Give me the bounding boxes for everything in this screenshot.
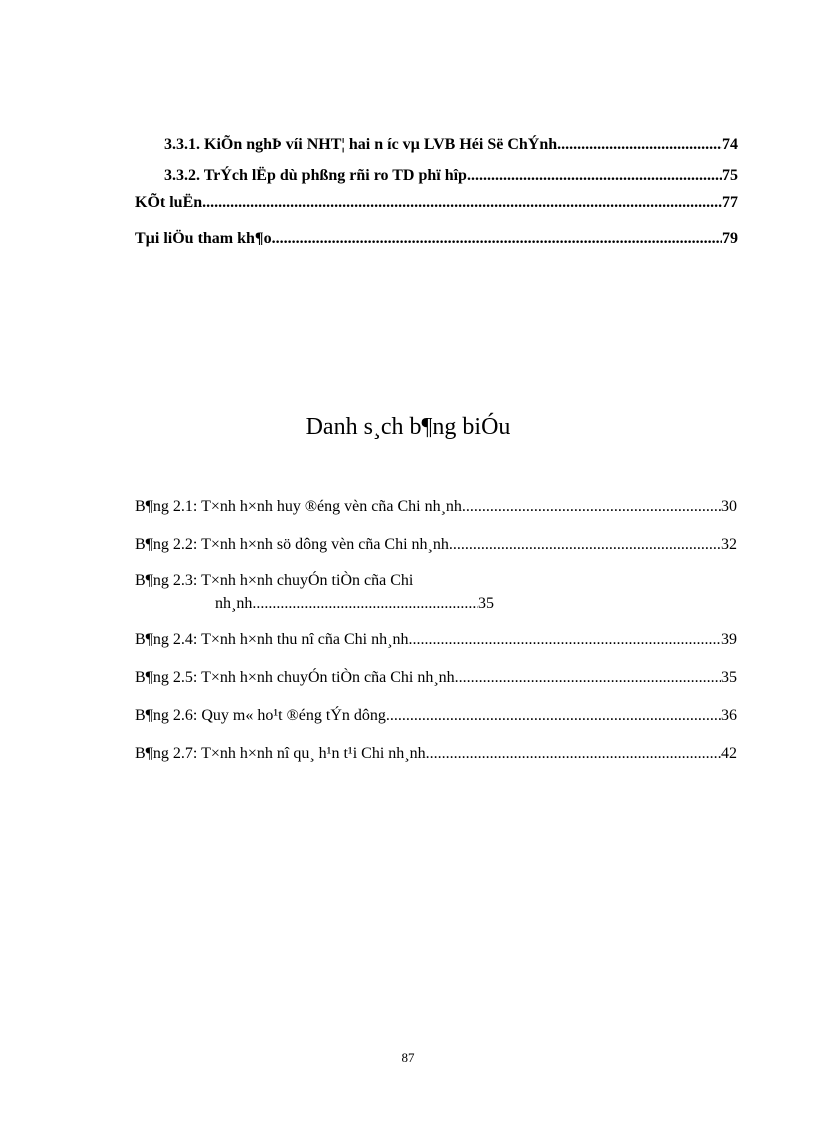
table-entry-label: nh¸nh [215, 595, 253, 612]
table-leader-dots [426, 744, 721, 764]
table-entry-2-1 [135, 497, 737, 517]
table-entry-label: B¶ng 2.2: T×nh h×nh sö dông vèn cña Chi nh¸nh [135, 536, 449, 553]
table-entry-2-2 [135, 535, 737, 555]
table-leader-dots [252, 594, 478, 614]
table-entry-page: 42 [721, 745, 737, 762]
table-entry-label: B¶ng 2.6: Quy m« ho¹t ®éng tÝn dông [135, 707, 386, 724]
table-entry-label: B¶ng 2.4: T×nh h×nh thu nî cña Chi nh¸nh [135, 631, 409, 648]
page-number: 87 [401, 1050, 415, 1065]
toc-entry-page: 77 [722, 194, 738, 211]
toc-entry-page: 75 [722, 167, 738, 184]
table-leader-dots [455, 668, 721, 688]
toc-entry-page: 79 [722, 230, 738, 247]
list-of-tables-heading: Danh s¸ch b¶ng biÓu [305, 414, 511, 440]
toc-entry-label: KÕt luËn [135, 194, 203, 211]
table-entry-page: 36 [721, 707, 737, 724]
toc-entry-references [135, 229, 738, 249]
toc-leader-dots [272, 229, 722, 249]
table-entry-page: 32 [721, 536, 737, 553]
table-entry-2-4 [135, 630, 737, 650]
toc-entry-page: 74 [722, 136, 738, 153]
table-entry-2-3-line2 [215, 594, 494, 614]
toc-entry-3-3-2 [164, 166, 738, 186]
table-entry-page: 35 [721, 669, 737, 686]
table-leader-dots [408, 630, 721, 650]
table-entry-2-7 [135, 744, 737, 764]
table-entry-2-3-line1: B¶ng 2.3: T×nh h×nh chuyÓn tiÒn cña Chi [135, 572, 414, 589]
toc-entry-label: Tµi liÖu tham kh¶o [135, 230, 272, 247]
toc-entry-conclusion [135, 193, 738, 213]
toc-entry-3-3-1 [164, 135, 738, 155]
table-entry-2-5 [135, 668, 737, 688]
toc-leader-dots [202, 193, 722, 213]
table-entry-page: 35 [478, 595, 494, 612]
toc-leader-dots [467, 166, 722, 186]
table-entry-label: B¶ng 2.7: T×nh h×nh nî qu¸ h¹n t¹i Chi nh¸nh [135, 745, 426, 762]
toc-leader-dots [557, 135, 722, 155]
table-leader-dots [449, 535, 721, 555]
table-leader-dots [386, 706, 721, 726]
table-entry-label: B¶ng 2.5: T×nh h×nh chuyÓn tiÒn cña Chi nh¸nh [135, 669, 455, 686]
toc-entry-label: 3.3.2. TrÝch lËp dù phßng rñi ro TD phï hîp [164, 167, 467, 184]
table-entry-page: 39 [721, 631, 737, 648]
toc-entry-label: 3.3.1. KiÕn nghÞ víi NHT¦ hai n íc vµ LVB Héi Së ChÝnh [164, 136, 558, 153]
table-entry-2-6 [135, 706, 737, 726]
table-entry-page: 30 [721, 498, 737, 515]
table-entry-label: B¶ng 2.1: T×nh h×nh huy ®éng vèn cña Chi nh¸nh [135, 498, 462, 515]
table-leader-dots [462, 497, 721, 517]
